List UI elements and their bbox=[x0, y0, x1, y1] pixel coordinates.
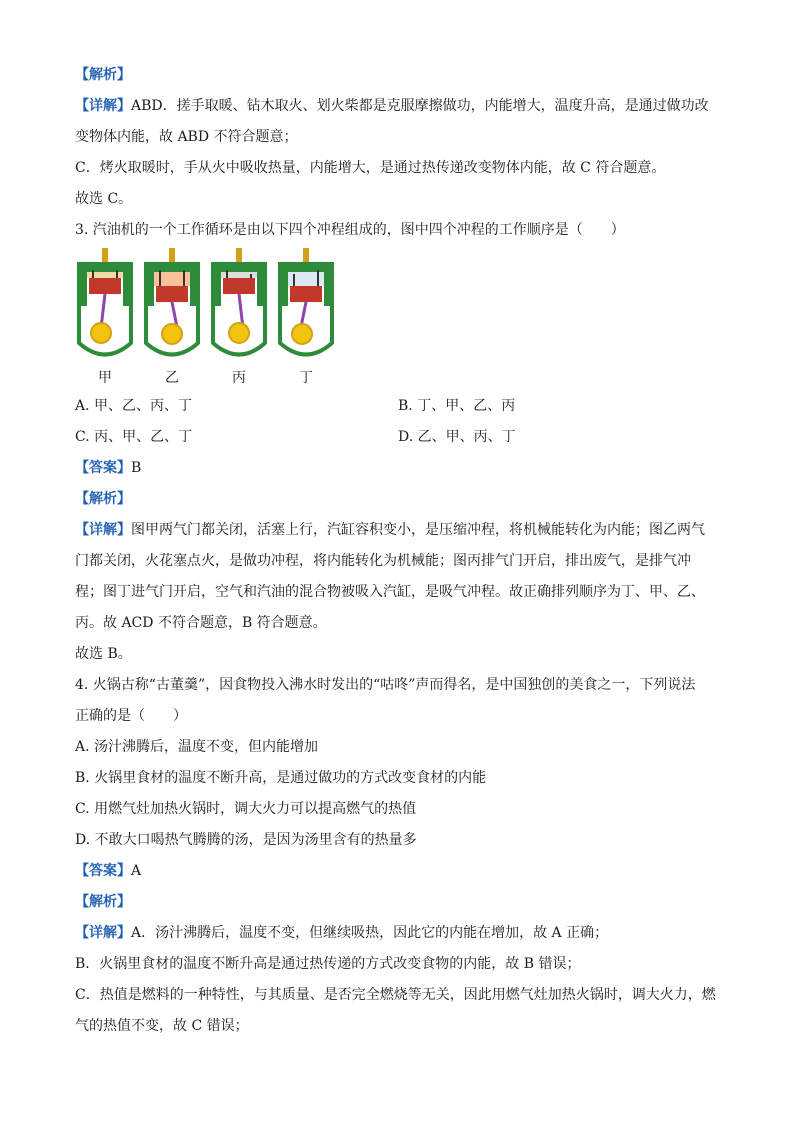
answer-tag: 【答案】 bbox=[75, 460, 131, 476]
answer-value: A bbox=[131, 863, 142, 879]
engine-strokes-figure bbox=[75, 248, 725, 388]
question-stem: 4. 火锅古称“古董羹”，因食物投入沸水时发出的“咕咚”声而得名，是中国独创的美食之一，下列说法 bbox=[75, 677, 696, 693]
engine-caption: 丁 bbox=[299, 370, 313, 386]
detail-line: C．烤火取暖时，手从火中吸收热量，内能增大，是通过热传递改变物体内能，故 C 符合题意。 bbox=[75, 160, 666, 176]
answer-value: B bbox=[131, 460, 142, 476]
engine-stroke-yi bbox=[142, 248, 202, 366]
options-row bbox=[75, 422, 725, 453]
option-a: A. 汤汁沸腾后，温度不变，但内能增加 bbox=[75, 739, 319, 755]
detail-text: ABD．搓手取暖、钻木取火、划火柴都是克服摩擦做功，内能增大，温度升高，是通过做功改 bbox=[131, 98, 709, 114]
detail-line: 变物体内能，故 ABD 不符合题意； bbox=[75, 129, 298, 145]
engine-caption: 乙 bbox=[165, 370, 179, 386]
engine-stroke-ding bbox=[276, 248, 336, 366]
detail-tag: 【详解】 bbox=[75, 98, 131, 114]
option-d: D. 不敢大口喝热气腾腾的汤，是因为汤里含有的热量多 bbox=[75, 832, 417, 848]
analysis-heading bbox=[75, 484, 725, 515]
detail-line: 程；图丁进气门开启，空气和汽油的混合物被吸入汽缸，是吸气冲程。故正确排列顺序为丁、甲、乙、 bbox=[75, 584, 705, 600]
detail-text: 图甲两气门都关闭，活塞上行，汽缸容积变小，是压缩冲程，将机械能转化为内能；图乙两气 bbox=[131, 522, 705, 538]
question-stem: 3. 汽油机的一个工作循环是由以下四个冲程组成的，图中四个冲程的工作顺序是（ ） bbox=[75, 222, 625, 238]
engine-stroke-bing bbox=[209, 248, 269, 366]
analysis-tag: 【解析】 bbox=[75, 491, 131, 507]
analysis-tag: 【解析】 bbox=[75, 67, 131, 83]
option-a: A. 甲、乙、丙、丁 bbox=[75, 398, 193, 414]
detail-line: 气的热值不变，故 C 错误； bbox=[75, 1018, 249, 1034]
analysis-heading bbox=[75, 887, 725, 918]
engine-caption: 甲 bbox=[98, 370, 112, 386]
option-b: B. 火锅里食材的温度不断升高，是通过做功的方式改变食材的内能 bbox=[75, 770, 487, 786]
analysis-tag: 【解析】 bbox=[75, 894, 131, 910]
question-stem: 正确的是（ ） bbox=[75, 708, 187, 724]
options-row bbox=[75, 391, 725, 422]
engine-caption: 丙 bbox=[232, 370, 246, 386]
detail-line: 门都关闭，火花塞点火，是做功冲程，将内能转化为机械能；图丙排气门开启，排出废气，是排气冲 bbox=[75, 553, 691, 569]
answer-line bbox=[75, 856, 725, 887]
option-c: C. 用燃气灶加热火锅时，调大火力可以提高燃气的热值 bbox=[75, 801, 417, 817]
option-b: B. 丁、甲、乙、丙 bbox=[398, 398, 516, 414]
detail-line bbox=[75, 918, 725, 949]
document-page bbox=[75, 60, 725, 1042]
answer-tag: 【答案】 bbox=[75, 863, 131, 879]
detail-text: A．汤汁沸腾后，温度不变，但继续吸热，因此它的内能在增加，故 A 正确； bbox=[131, 925, 609, 941]
detail-line: B．火锅里食材的温度不断升高是通过热传递的方式改变食物的内能，故 B 错误； bbox=[75, 956, 581, 972]
option-c: C. 丙、甲、乙、丁 bbox=[75, 429, 193, 445]
conclusion: 故选 B。 bbox=[75, 646, 132, 662]
detail-tag: 【详解】 bbox=[75, 522, 131, 538]
option-d: D. 乙、甲、丙、丁 bbox=[398, 429, 516, 445]
analysis-heading bbox=[75, 60, 725, 91]
answer-line bbox=[75, 453, 725, 484]
detail-tag: 【详解】 bbox=[75, 925, 131, 941]
detail-line bbox=[75, 91, 725, 122]
detail-line: 丙。故 ACD 不符合题意，B 符合题意。 bbox=[75, 615, 327, 631]
engine-stroke-jia bbox=[75, 248, 135, 366]
detail-line: C．热值是燃料的一种特性，与其质量、是否完全燃烧等无关，因此用燃气灶加热火锅时，调大火力，燃 bbox=[75, 987, 716, 1003]
detail-line bbox=[75, 515, 725, 546]
conclusion: 故选 C。 bbox=[75, 191, 133, 207]
